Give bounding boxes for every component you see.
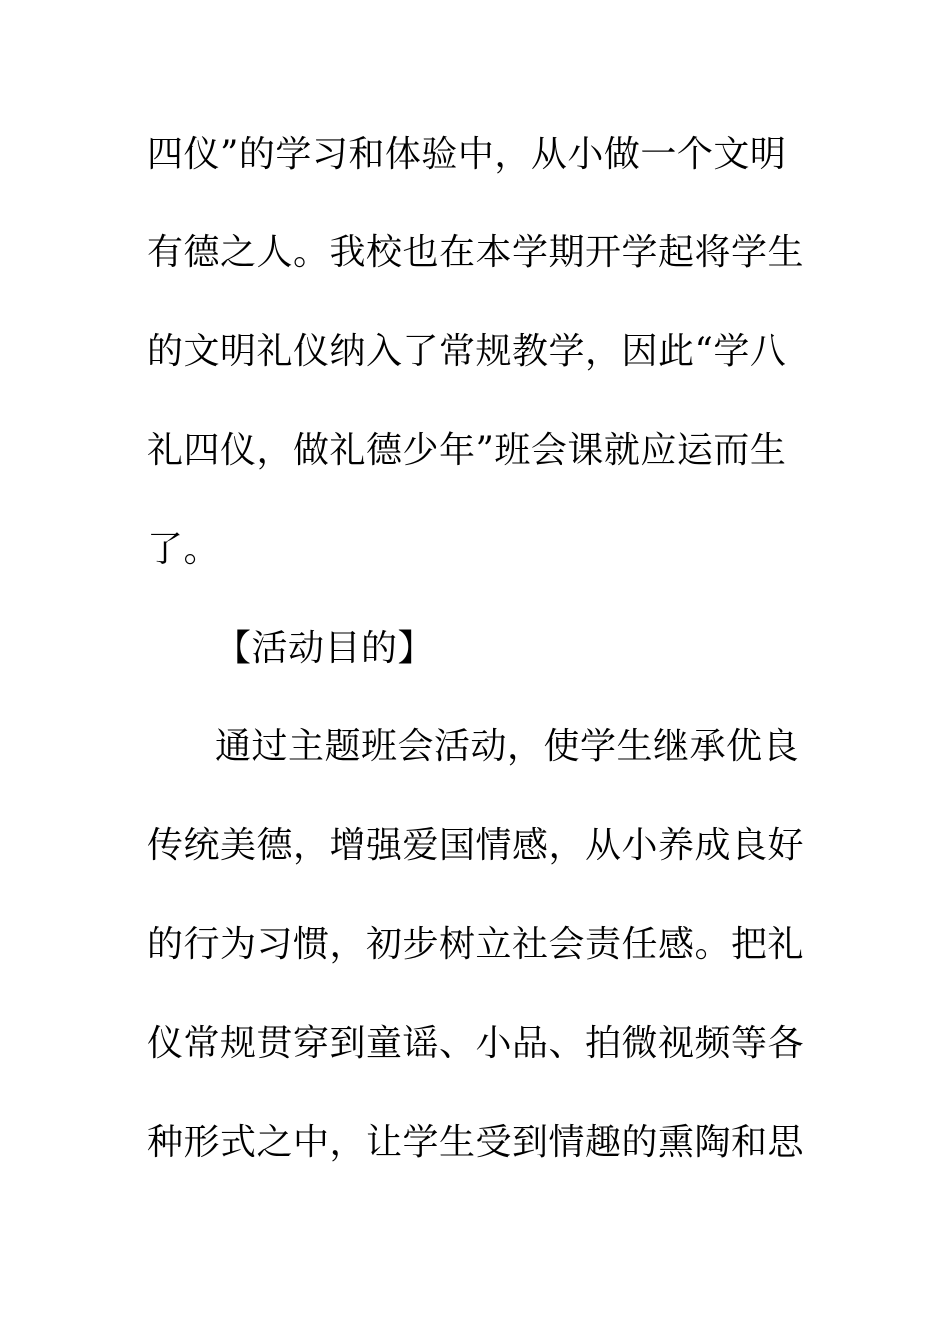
- paragraph-line: 有德之人。我校也在本学期开学起将学生: [147, 232, 805, 273]
- paragraph-line: 的行为习惯，初步树立社会责任感。把礼: [147, 924, 805, 965]
- paragraph-line: 的文明礼仪纳入了常规教学，因此“学八: [147, 331, 787, 372]
- paragraph-line: 仪常规贯穿到童谣、小品、拍微视频等各: [147, 1023, 805, 1064]
- paragraph-line: 种形式之中，让学生受到情趣的熏陶和思: [147, 1122, 805, 1163]
- paragraph-line: 传统美德，增强爱国情感，从小养成良好: [147, 825, 805, 866]
- paragraph-line: 礼四仪，做礼德少年”班会课就应运而生: [147, 430, 787, 471]
- section-heading: 【活动目的】: [215, 628, 435, 669]
- paragraph-line: 通过主题班会活动，使学生继承优良: [215, 726, 800, 767]
- paragraph-line: 四仪”的学习和体验中，从小做一个文明: [147, 134, 787, 175]
- paragraph-line: 了。: [147, 529, 221, 570]
